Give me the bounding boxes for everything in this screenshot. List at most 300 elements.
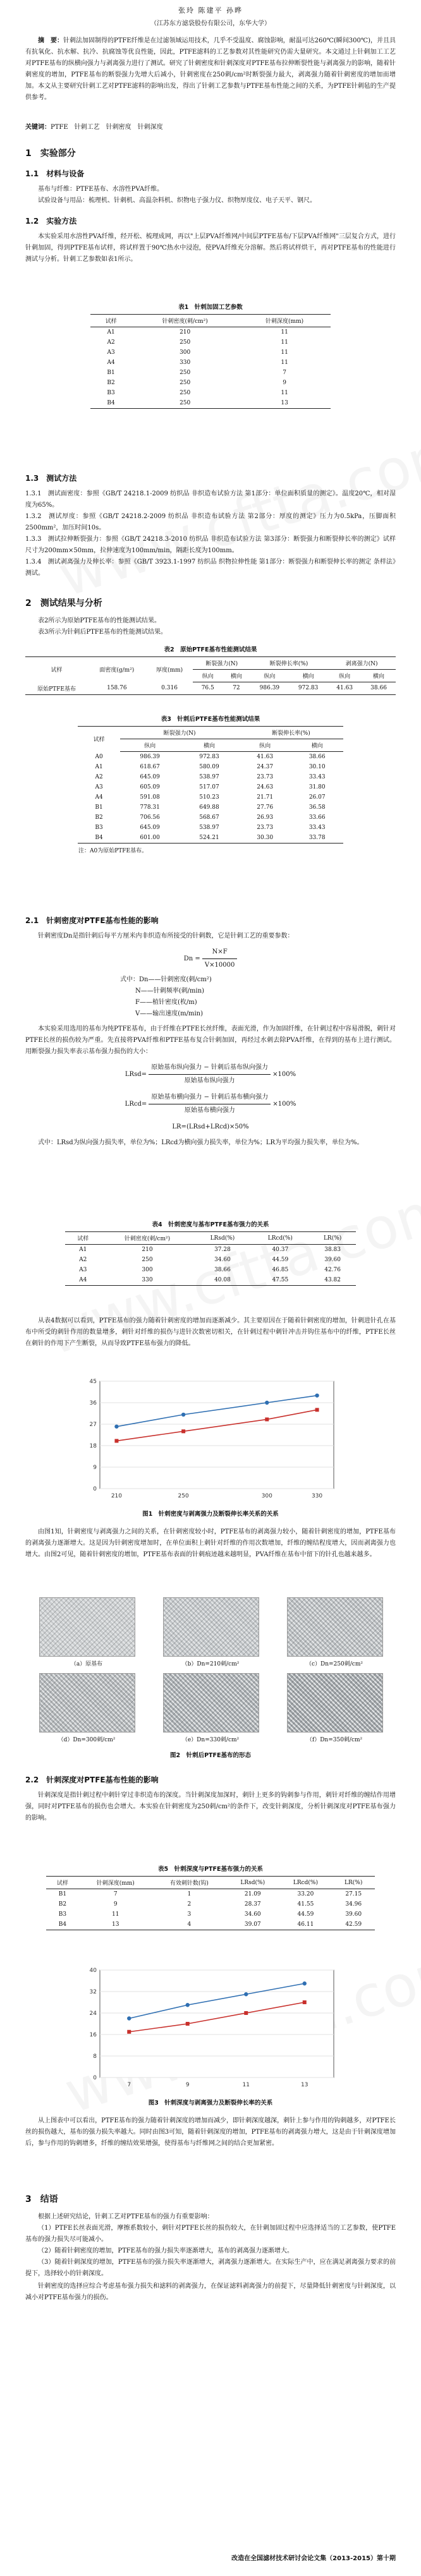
fraction (202, 946, 237, 972)
table-cell: A2 (95, 774, 103, 780)
table-cell: 30.30 (239, 833, 291, 844)
table-cell: 649.88 (199, 804, 219, 811)
section-title: 1 实验部分 (25, 148, 76, 159)
table-cell: B2 (107, 380, 115, 386)
abstract-label: 摘 要： (38, 37, 63, 44)
table-cell: 33.43 (308, 774, 326, 780)
data-point (244, 2011, 248, 2015)
table-cell: 605.09 (140, 784, 160, 790)
table-cell: 568.67 (199, 814, 219, 821)
table-cell: 706.56 (140, 814, 160, 821)
table-cell: 972.83 (199, 754, 219, 760)
table-cell: 24.63 (257, 784, 274, 790)
formula-lhs: LRcd= (125, 1101, 147, 1108)
table-cell: 30.10 (308, 764, 326, 770)
fabric-micrograph (287, 1673, 383, 1732)
fraction-numerator: 原始基布纵向强力 − 针刺后基布纵向强力 (149, 1061, 271, 1075)
table-cell: 250 (180, 339, 191, 346)
table-row (78, 762, 343, 772)
section-2-2 (25, 1774, 396, 1824)
fabric-micrograph (163, 1597, 259, 1657)
conclusion-item: （3）随着针刺深度的增加，PTFE基布的强力损失率逐渐增大，剥离强力逐渐增大。在实际生产中，应在满足剥离强力要求的前提下，选择较小的针刺深度。 (25, 2259, 396, 2277)
table-cell: 43.82 (309, 1275, 356, 1286)
paragraph: 针刺密度Dn是指针刺后每平方厘米内非织造布所接受的针刺数，它是针刺工艺的重要参数： (38, 933, 294, 940)
table-cell: 250 (142, 1257, 153, 1263)
table-row (78, 752, 343, 763)
table-header: LRsd(%) (226, 1877, 279, 1889)
table-title: 表2 原始PTFE基布性能测试结果 (164, 646, 257, 653)
table (78, 726, 343, 844)
x-tick-label: 7 (127, 2082, 131, 2088)
table-cell: 42.59 (332, 1920, 375, 1930)
table-title: 表1 针刺加固工艺参数 (178, 304, 243, 311)
table-cell: 524.21 (180, 833, 239, 844)
table-cell: 986.39 (140, 754, 160, 760)
table-cell: 36.58 (308, 804, 326, 811)
table-row (46, 1899, 375, 1909)
table-cell: B1 (58, 1891, 67, 1897)
paragraph: 针刺深度是指针刺过程中刺针穿过非织造布的深度。当针刺深度加深时，刺针上更多的钩刺参与作用，刺针对纤维的缠结作用增强，同时对PTFE基布的损伤也会增大。本实验在针刺密度为250刺/cm²的条件下，改变针刺深度，分析针刺深度对PTFE基布强力的影响。 (25, 1792, 396, 1822)
fraction-denominator: 原始基布纵向强力 (184, 1077, 235, 1084)
table (90, 314, 331, 409)
table (65, 1231, 356, 1286)
table-row (78, 813, 343, 823)
table-cell: 33.66 (308, 814, 326, 821)
y-tick-label: 40 (89, 1968, 97, 1974)
table-cell: 39.07 (226, 1920, 279, 1930)
figure-1-chart (75, 1372, 346, 1505)
section-2 (25, 596, 396, 638)
table-header: 纵向 (120, 739, 180, 752)
table-header: 断裂伸长率(%) (239, 727, 343, 739)
keywords-label: 关键词： (25, 124, 51, 131)
table (25, 656, 396, 695)
table-cell: 250 (180, 380, 191, 386)
table-cell: 158.76 (88, 682, 145, 695)
y-tick-label: 45 (89, 1379, 97, 1385)
data-point (114, 1439, 118, 1442)
abstract (25, 35, 396, 104)
table-cell: 31.80 (308, 784, 326, 790)
table-cell: 601.00 (120, 833, 180, 844)
table-cell: 26.93 (257, 814, 274, 821)
table-row (78, 833, 343, 844)
section-1 (25, 147, 396, 265)
table-header: 试样 (25, 657, 88, 682)
table-cell: 3 (187, 1911, 192, 1918)
y-tick-label: 16 (89, 2032, 97, 2038)
x-tick-label: 11 (242, 2082, 250, 2088)
table-cell: 11 (281, 390, 288, 396)
table-header: 针刺密度(刺/cm²) (131, 315, 238, 327)
conclusion-item: （1）PTFE长丝表面光滑，摩擦系数较小，刺针对PTFE长丝的损伤较大，在针刺加固过程中应选择适当的工艺参数，使PTFE基布的强力损失尽可能减小。 (25, 2225, 396, 2243)
table-header: 断裂强力(N) (120, 727, 239, 739)
table-cell: 13 (238, 398, 331, 409)
table-cell: 11 (281, 339, 288, 346)
table-header: LR(%) (332, 1877, 375, 1889)
paragraph: 从上图表中可以看出，PTFE基布的强力随着针刺深度的增加而减少，即针刺深度越深，刺针上参与作用的钩刺越多，对PTFE长丝的损伤越大，基布的强力损失率越大。同时由图3可知，随着针刺深度的增加，PTFE基布的剥离强力增大，这是由于针刺深度增加后，参与作用的钩刺增多，纤维的缠结效果增强，使得基布与纤维网之间的结合更加紧密。 (25, 2117, 396, 2147)
table-cell: A4 (95, 794, 103, 801)
table-header: 横向 (289, 670, 327, 682)
keywords-text: PTFE 针刺工艺 针刺密度 针刺深度 (51, 124, 163, 131)
x-tick-label: 13 (301, 2082, 308, 2088)
table-cell: 33.20 (297, 1891, 314, 1897)
table-row (90, 327, 331, 338)
table-cell: 1 (187, 1891, 192, 1897)
formula-tail: ×100% (272, 1071, 296, 1078)
table-cell: 38.66 (308, 754, 326, 760)
data-point (244, 1992, 248, 1996)
affiliation: （江苏东方滤袋股份有限公司，东华大学） (150, 20, 271, 27)
table-cell: 250 (180, 390, 191, 396)
table-cell: 23.73 (257, 825, 274, 831)
table-header: 横向 (223, 670, 250, 682)
table-cell: 40.08 (193, 1275, 251, 1286)
table-cell: B2 (95, 814, 103, 821)
table-header: 针刺深度(mm) (79, 1877, 152, 1889)
line-chart (75, 1961, 346, 2094)
paragraph: 式中：LRsd为纵向强力损失率，单位为%；LRcd为横向强力损失率，单位为%；LR为平均强力损失率，单位为%。 (38, 1139, 363, 1146)
paragraph: 基布与纤维：PTFE基布、水溶性PVA纤维。 (38, 186, 164, 193)
figure-panel-caption: （d）Dn=300刺/cm² (58, 1737, 116, 1743)
table-cell: 72 (223, 682, 250, 695)
table-header: 试样 (78, 727, 120, 752)
line-chart (75, 1372, 346, 1505)
data-point (127, 2030, 131, 2034)
fabric-micrograph (39, 1673, 135, 1732)
table-row (90, 378, 331, 388)
table-cell: B1 (107, 370, 115, 376)
authors: 张玲 陈建平 孙晔 (178, 6, 243, 15)
table-cell: 9 (283, 380, 286, 386)
table-row (65, 1245, 356, 1255)
table-header: 横向 (180, 739, 239, 752)
table-cell: 300 (180, 349, 191, 356)
table-row (25, 682, 396, 695)
table-header: 试样 (65, 1232, 101, 1245)
table-cell: 41.63 (327, 682, 362, 695)
figure-panel (39, 1597, 134, 1667)
abstract-text: 针刺法加固制得的PTFE纤维是在过滤领域运用技术，几乎不受温度、腐蚀影响，耐温可达260℃(瞬间300℃)，并且具有抗氧化、抗水解、抗冷、抗腐蚀等优良性能，因此，PTFE滤料的工艺参数对其性能研究仍需大量研究。本文通过上针刺加工工艺对PTFE基布的纵横向强力与剥离强力进行了测试。研究了针刺密度和针刺深度对PTFE基布拉伸断裂性能与剥离强力的影响，随着针刺密度的增加，PTFE基布的断裂强力先增大后减小，针刺密度在250刺/cm²时断裂强力最大，剥离强力随着针刺密度的增加而增加。本文从主要研究针刺工艺对PTFE滤料的影响出发，得出了针刺工艺参数与PTFE基布性能之间的关系，为PTFE针刺毡的生产提供参考。 (25, 37, 396, 101)
table-1 (25, 302, 396, 409)
figure-panel (287, 1673, 382, 1743)
y-tick-label: 27 (89, 1422, 97, 1428)
data-point (315, 1408, 319, 1412)
section-2-1-discussion (25, 1315, 396, 1350)
test-method-item: 1.3.3 测试拉伸断裂强力：参照《GB/T 24218.3-2010 纺织品 非织造布试验方法 第3部分：断裂强力和断裂伸长率的测定》试样尺寸为200mm×50mm，拉伸速度为100mm/min，隔距长度为100mm。 (25, 536, 396, 554)
data-point (127, 2016, 131, 2020)
section-2-1 (25, 915, 396, 1149)
fraction-numerator: N×F (202, 946, 237, 959)
figure-panel-caption: （a）原基布 (70, 1661, 103, 1667)
table-row (78, 782, 343, 792)
y-tick-label: 8 (93, 2053, 97, 2060)
table-row (65, 1265, 356, 1275)
data-point (303, 2000, 307, 2004)
table-cell: 44.59 (297, 1911, 314, 1918)
table-cell: A1 (107, 329, 115, 336)
table-title: 表4 针刺密度与基布PTFE基布强力的关系 (152, 1221, 269, 1228)
figure-3-title: 图3 针刺深度与剥离强力及断裂伸长率的关系 (148, 2100, 273, 2107)
table-cell: B1 (95, 804, 103, 811)
subsection-title: 1.1 材料与设备 (25, 169, 85, 178)
table-cell: 13 (79, 1920, 152, 1930)
fraction (149, 1091, 271, 1117)
subsection-title: 1.2 实验方法 (25, 217, 77, 226)
paragraph: 本实验采用选用的基布为纯PTFE基布，由于纤维在PTFE长丝纤维，表面光滑，作为加固纤维，在针刺过程中容易滑脱，刺针对PTFE长丝的损伤较为严重。先直接将PVA纤维和PTFE基布复合针刺加固，再经过水刺去除PVA纤维，在得到的基布上进行测试。用断裂强力损失率表示基布强力损伤的大小： (25, 1025, 396, 1055)
table-row (90, 398, 331, 409)
table-header: 针刺深度(mm) (238, 315, 331, 327)
table-cell: 46.85 (272, 1267, 289, 1273)
table-cell: 580.09 (199, 764, 219, 770)
table-cell: 47.55 (251, 1275, 309, 1286)
formula-legend-item: F——植针密度(枚/m) (135, 999, 197, 1006)
subsection-title: 1.3 测试方法 (25, 474, 77, 483)
table-row (78, 792, 343, 802)
table-cell: B4 (46, 1920, 79, 1930)
table-cell: 21.71 (257, 794, 274, 801)
formula-lhs: Dn = (183, 955, 200, 962)
formula-tail: ×100% (272, 1101, 296, 1108)
conclusion-item: （2）随着针刺密度的增加，PTFE基布的强力损失率逐渐增大，基布的剥离强力逐渐增大。 (38, 2247, 293, 2254)
table-cell: 0.316 (146, 682, 193, 695)
table-header: LR(%) (309, 1232, 356, 1245)
table-cell: 44.59 (272, 1257, 289, 1263)
fraction-denominator: V×10000 (204, 962, 235, 969)
section-title: 2 测试结果与分析 (25, 598, 102, 608)
section-title: 3 结语 (25, 2194, 58, 2204)
figure-panel (163, 1673, 258, 1743)
table-cell: 618.67 (140, 764, 160, 770)
table-3 (25, 714, 396, 854)
table-cell: 538.97 (199, 825, 219, 831)
table-cell: 330 (101, 1275, 194, 1286)
data-point (186, 2022, 190, 2026)
formula-legend-item: N——针刺频率(刺/min) (135, 988, 205, 995)
table-cell: 38.66 (214, 1267, 231, 1273)
table-cell: 34.60 (214, 1257, 231, 1263)
table-cell: 39.60 (345, 1911, 362, 1918)
table-header: 纵向 (193, 670, 222, 682)
table-row (90, 358, 331, 368)
table-cell: A1 (95, 764, 103, 770)
table-cell: 300 (142, 1267, 153, 1273)
table-cell: 26.07 (308, 794, 326, 801)
x-tick-label: 250 (178, 1493, 189, 1499)
table-cell: 38.66 (362, 682, 396, 695)
table-cell: A4 (65, 1275, 101, 1286)
table-cell: 39.60 (324, 1257, 341, 1263)
table-cell: 34.96 (345, 1901, 362, 1908)
table-cell: 76.5 (193, 682, 222, 695)
table-cell: 28.37 (244, 1901, 261, 1908)
table-row (90, 388, 331, 398)
y-tick-label: 32 (89, 1989, 97, 1995)
table-cell: B4 (90, 398, 131, 409)
figure-3-chart (75, 1961, 346, 2094)
table-header: LRsd(%) (193, 1232, 251, 1245)
x-tick-label: 9 (185, 2082, 190, 2088)
table-cell: A2 (79, 1257, 87, 1263)
fraction-denominator: 原始基布横向强力 (184, 1107, 235, 1114)
table-row (78, 802, 343, 813)
section-2-1-fig-discussion (25, 1527, 396, 1561)
table-cell: A3 (79, 1267, 87, 1273)
data-point (315, 1393, 319, 1397)
table-cell: A3 (107, 349, 115, 356)
table-cell: A1 (79, 1247, 87, 1253)
data-point (265, 1401, 269, 1405)
subsection-title: 2.1 针刺密度对PTFE基布性能的影响 (25, 916, 159, 925)
table-header: 面密度(g/m²) (88, 657, 145, 682)
data-point (265, 1417, 269, 1421)
table-cell: B3 (58, 1911, 67, 1918)
table-cell: B2 (58, 1901, 67, 1908)
table-cell: 40.37 (272, 1247, 289, 1253)
test-method-item: 1.3.4 测试剥离强力及伸长率：参照《GB/T 3923.1-1997 纺织品 织物拉伸性能 第1部分：断裂强力和断裂伸长率的测定 条样法》测试。 (25, 559, 396, 577)
table-cell: A4 (107, 360, 115, 366)
table-cell: 645.09 (140, 825, 160, 831)
table-cell: 510.23 (199, 794, 219, 801)
table-header: 试样 (90, 315, 131, 327)
table-cell: B3 (107, 390, 115, 396)
figure-panel (163, 1597, 258, 1667)
x-tick-label: 330 (311, 1493, 323, 1499)
y-tick-label: 0 (93, 1486, 97, 1492)
table-row (46, 1889, 375, 1900)
table-header: LRcd(%) (279, 1877, 332, 1889)
table-header: 试样 (46, 1877, 79, 1889)
plot-area (100, 1381, 334, 1489)
table-header: 厚度(mm) (146, 657, 193, 682)
table-cell: 41.55 (297, 1901, 314, 1908)
formula-legend-item: V——输出速度(m/min) (135, 1010, 203, 1017)
table-header: 断裂伸长率(%) (250, 657, 327, 670)
table-header: 横向 (362, 670, 396, 682)
table-row (65, 1275, 356, 1286)
fraction (149, 1061, 271, 1087)
table-header: 针刺密度(刺/cm²) (101, 1232, 194, 1245)
table-cell: 11 (281, 360, 288, 366)
y-tick-label: 24 (89, 2011, 97, 2017)
table-title: 表5 针刺深度与PTFE基布强力的关系 (157, 1866, 264, 1873)
fabric-micrograph (163, 1673, 259, 1732)
figure-panel-caption: （f）Dn=350刺/cm² (306, 1737, 363, 1743)
page-footer: 改造在全国滤材技术研讨会论文集（2013-2015）第十期 (231, 2555, 396, 2562)
fabric-micrograph (39, 1597, 135, 1657)
formula-legend (120, 974, 396, 1020)
table-note: 注：A0为原始PTFE基布。 (78, 848, 148, 854)
table-cell: 27.15 (345, 1891, 362, 1897)
formula-legend-head: 式中：Dn——针刺密度(刺/cm²) (120, 976, 212, 983)
table-row (78, 823, 343, 833)
table-cell: 11 (281, 349, 288, 356)
paragraph: 本实验采用水溶性PVA纤维，经开松、梳理成网，再以"上层PVA纤维网/中间层PTFE基布/下层PVA纤维网"三层复合方式，进行针刺加固，得到PTFE基布试样，将试样置于90℃热水中浸泡，使PVA纤维充分溶解。然后将试样烘干，再对PTFE基布的性能进行测试与分析。针刺工艺参数如表1所示。 (25, 233, 396, 263)
table-cell: 7 (283, 370, 286, 376)
table-cell: 23.73 (257, 774, 274, 780)
data-point (181, 1413, 185, 1417)
figure-1-title: 图1 针刺密度与剥离强力及断裂伸长率关系的关系 (142, 1511, 279, 1518)
table-cell: 330 (180, 360, 191, 366)
table-row (78, 772, 343, 782)
table-cell: 517.07 (199, 784, 219, 790)
table-header: 纵向 (327, 670, 362, 682)
table-row (90, 337, 331, 348)
paragraph: 由图1知，针刺密度与剥离强力之间的关系，在针刺密度较小时，PTFE基布的剥离强力较小，随着针刺密度的增加，PTFE基布的剥离强力逐渐增大。这是因为针刺密度增加时，在单位面积上刺针对纤维的作用次数增加，纤维的缠结程度增大，因而剥离强力也增大。由图2可见，随着针刺密度的增加，PTFE基布表面的针刺痕迹越来越明显，PVA纤维在基布中留下的针孔也越来越多。 (25, 1528, 396, 1558)
paragraph: 针刺密度的选择应综合考虑基布强力损失和滤料的剥离强力，在保证滤料剥离强力的前提下，尽量降低针刺密度与针刺深度，以减小对PTFE基布强力的损伤。 (25, 2283, 396, 2301)
figure-panel-caption: （c）Dn=250刺/cm² (306, 1661, 363, 1667)
formula-lr: LR=(LRsd+LRcd)×50% (172, 1123, 249, 1130)
x-tick-label: 300 (261, 1493, 272, 1499)
test-method-item: 1.3.2 测试厚度：参照《GB/T 24218.2-2009 纺织品 非织造布试验方法 第2部分：厚度的测定》压力为0.5kPa，压脚面积2500mm²，加压时间10s。 (25, 513, 396, 531)
figure-panel-caption: （b）Dn=210刺/cm² (181, 1661, 240, 1667)
table-5 (25, 1864, 396, 1930)
table-cell: 46.11 (279, 1920, 332, 1930)
table-cell: 11 (112, 1911, 119, 1918)
table-cell: 986.39 (250, 682, 289, 695)
data-point (303, 1981, 307, 1985)
table-header: 断裂强力(N) (193, 657, 250, 670)
y-tick-label: 9 (93, 1465, 97, 1471)
table-cell: A0 (95, 753, 103, 760)
table-cell: 250 (180, 370, 191, 376)
fraction-numerator: 原始基布横向强力 − 针刺后基布横向强力 (149, 1091, 271, 1104)
table-cell: 33.43 (308, 825, 326, 831)
table-title: 表3 针刺后PTFE基布性能测试结果 (161, 716, 260, 723)
table-cell: 27.76 (257, 804, 274, 811)
section-3 (25, 2192, 396, 2304)
table-cell: 7 (113, 1891, 118, 1897)
table-cell: 778.31 (140, 804, 160, 811)
table-header: 纵向 (239, 739, 291, 752)
table-row (90, 348, 331, 358)
table-cell: 21.09 (244, 1891, 261, 1897)
table-cell: 原始PTFE基布 (25, 682, 88, 695)
table-row (90, 368, 331, 378)
paragraph: 表3所示为针刺后PTFE基布的性能测试结果。 (38, 629, 167, 636)
table-cell: 24.37 (257, 764, 274, 770)
table-header: 有效刺针数(钩) (152, 1877, 226, 1889)
figure-2-title: 图2 针刺后PTFE基布的形态 (169, 1752, 252, 1759)
y-tick-label: 0 (93, 2075, 97, 2081)
table-cell: 37.28 (214, 1247, 231, 1253)
paragraph: 试验设备与用品：梳理机、针刺机、高温杂料机、织物电子强力仪、织物厚度仪、电子天平、钢尺。 (38, 197, 316, 204)
table-cell: 9 (113, 1901, 118, 1908)
plot-area (100, 1970, 334, 2077)
table-cell: 250 (131, 398, 238, 409)
table-cell: 645.09 (140, 774, 160, 780)
table-2 (25, 644, 396, 695)
fabric-micrograph (287, 1597, 383, 1657)
paragraph: 根据上述研究结论，针刺工艺对PTFE基布的强力有重要影响： (38, 2213, 214, 2220)
table-header: 横向 (291, 739, 343, 752)
formula-dn (25, 946, 396, 972)
y-tick-label: 36 (89, 1400, 97, 1406)
figure-panel-caption: （e）Dn=330刺/cm² (181, 1737, 240, 1743)
table-cell: B4 (78, 833, 120, 844)
table-cell: 972.83 (289, 682, 327, 695)
table-cell: 591.08 (140, 794, 160, 801)
section-2-2-discussion (25, 2115, 396, 2150)
paragraph: 表2所示为原始PTFE基布的性能测试结果。 (38, 617, 161, 624)
table (46, 1876, 375, 1930)
table-cell: A3 (95, 784, 103, 790)
table-cell: 38.83 (324, 1247, 341, 1253)
table-cell: 33.78 (291, 833, 343, 844)
formula-lrsd (25, 1061, 396, 1087)
data-point (181, 1429, 185, 1433)
table-cell: 538.97 (199, 774, 219, 780)
